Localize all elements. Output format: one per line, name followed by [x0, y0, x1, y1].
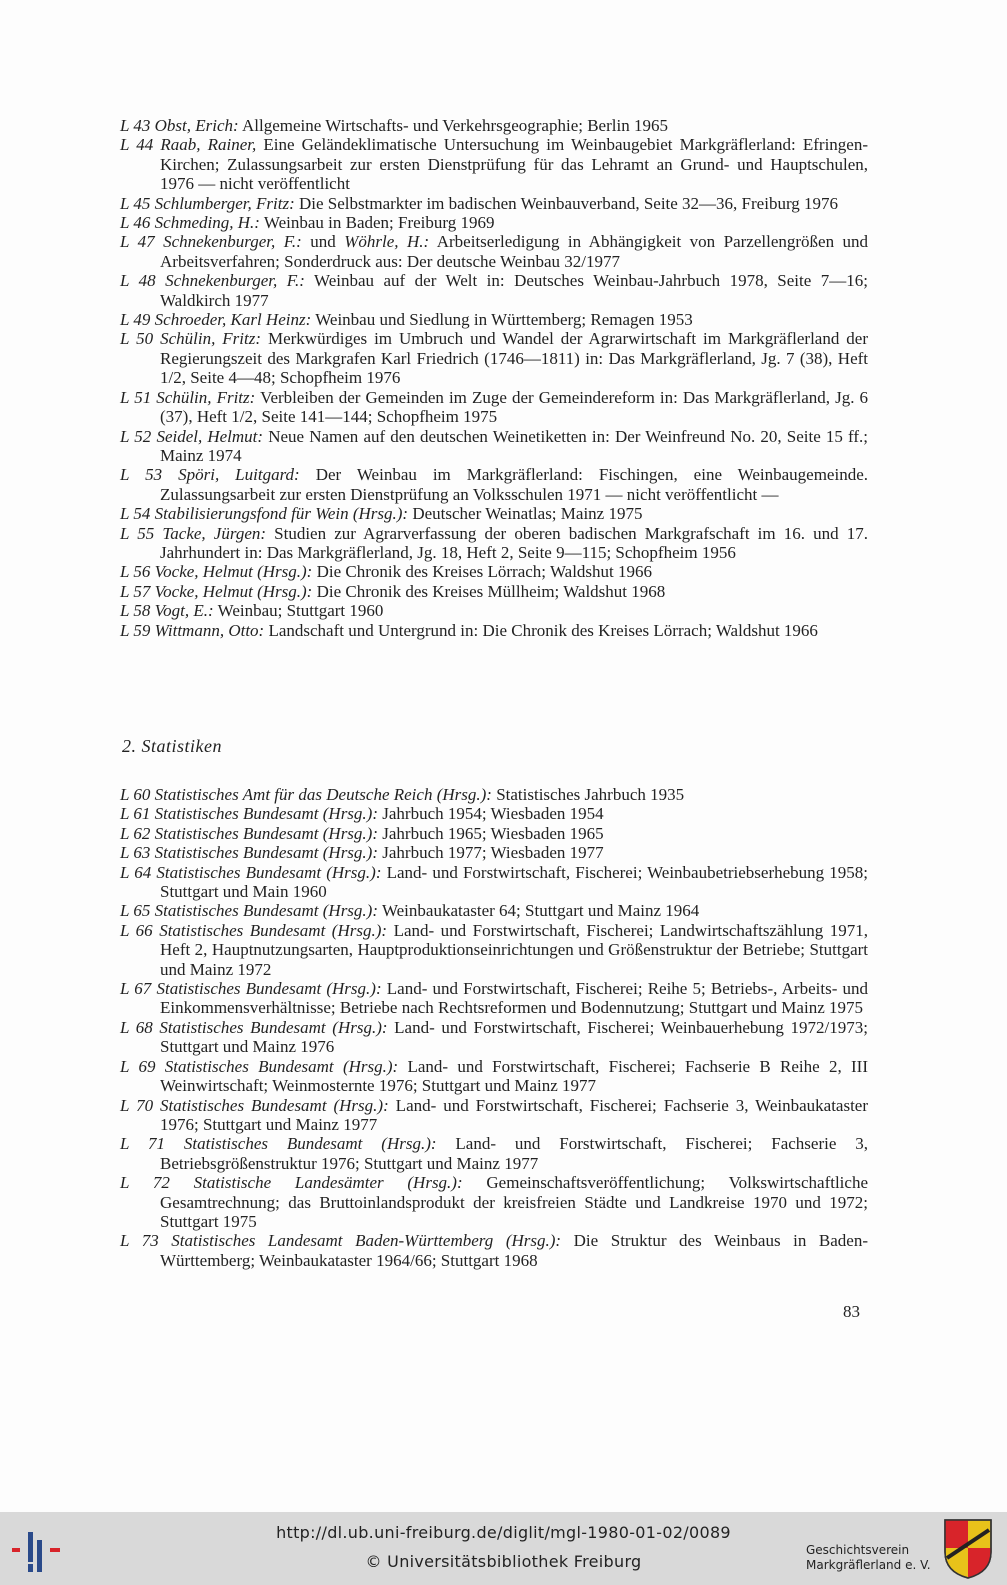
- reference-text: Neue Namen auf den deutschen Weinetiketten in: Der Weinfreund No. 20, Seite 15 ff.; Mainz 1974: [160, 426, 869, 465]
- reference-author: Statistisches Bundesamt (Hrsg.):: [156, 862, 382, 882]
- reference-author: Seidel, Helmut:: [156, 426, 264, 446]
- reference-text: Weinbau; Stuttgart 1960: [213, 601, 384, 621]
- reference-entry: [120, 213, 868, 232]
- footer-url[interactable]: http://dl.ub.uni-freiburg.de/diglit/mgl-1980-01-02/0089: [276, 1523, 731, 1542]
- reference-text: Weinbau in Baden; Freiburg 1969: [259, 213, 495, 233]
- reference-number: L 52: [120, 426, 152, 446]
- reference-author: Statistisches Bundesamt (Hrsg.):: [159, 1017, 388, 1037]
- reference-text: Der Weinbau im Markgräflerland: Fischingen, eine Weinbaugemeinde. Zulassungsarbeit zur ersten Dienstprüfung an Volksschulen 1971 — nicht veröffentlicht —: [160, 465, 868, 504]
- literature-list: [120, 116, 868, 640]
- reference-entry: [120, 863, 868, 902]
- reference-author: Statistisches Bundesamt (Hrsg.):: [154, 804, 378, 824]
- reference-number: L 58: [120, 601, 151, 621]
- reference-text: Studien zur Agrarverfassung der oberen badischen Markgrafschaft im 16. und 17. Jahrhundert in: Das Markgräflerland, Jg. 18, Heft 2, Seite 9—115; Schopfheim 1956: [160, 523, 868, 562]
- reference-number: L 67: [120, 979, 152, 999]
- reference-text: Land- und Forstwirtschaft, Fischerei; Fachserie 3, Betriebsgrößenstruktur 1976; Stuttgart und Mainz 1977: [160, 1134, 869, 1173]
- reference-number: L 66: [120, 920, 153, 940]
- reference-author: Statistisches Bundesamt (Hrsg.):: [154, 843, 378, 863]
- reference-number: L 57: [120, 581, 151, 601]
- reference-number: L 73: [120, 1231, 159, 1251]
- reference-author: Schmeding, H.:: [154, 213, 260, 233]
- reference-entry: [120, 921, 868, 979]
- reference-author: Statistisches Amt für das Deutsche Reich (Hrsg.):: [154, 785, 492, 804]
- reference-author: Statistisches Bundesamt (Hrsg.):: [156, 979, 382, 999]
- reference-text: Weinbaukataster 64; Stuttgart und Mainz 1964: [378, 901, 700, 921]
- footer-copyright: © Universitätsbibliothek Freiburg: [365, 1552, 642, 1571]
- reference-number: L 63: [120, 843, 151, 863]
- reference-number: L 53: [120, 465, 163, 485]
- reference-number: L 51: [120, 387, 152, 407]
- reference-entry: [120, 329, 868, 387]
- society-line-1: Geschichtsverein: [806, 1543, 910, 1557]
- reference-text: Weinbau auf der Welt in: Deutsches Weinbau-Jahrbuch 1978, Seite 7—16; Waldkirch 1977: [160, 271, 868, 310]
- society-line-2: Markgräflerland e. V.: [806, 1558, 931, 1572]
- reference-number: L 61: [120, 804, 151, 824]
- reference-author: Statistisches Bundesamt (Hrsg.):: [154, 823, 378, 843]
- reference-entry: [120, 504, 868, 523]
- reference-entry: [120, 524, 868, 563]
- statistics-list: [120, 785, 868, 1270]
- reference-author: Stabilisierungsfond für Wein (Hrsg.):: [154, 504, 409, 524]
- reference-author: Raab, Rainer,: [160, 135, 257, 155]
- footer-bar: [0, 1512, 1007, 1585]
- reference-number: L 70: [120, 1095, 154, 1115]
- reference-number: L 71: [120, 1134, 166, 1154]
- reference-text: Die Chronik des Kreises Lörrach; Waldshut 1966: [312, 562, 653, 582]
- footer-society: [806, 1543, 931, 1573]
- reference-entry: [120, 427, 868, 466]
- reference-text: Land- und Forstwirtschaft, Fischerei; Weinbaubetriebserhebung 1958; Stuttgart und Main 1960: [160, 862, 869, 902]
- reference-entry: [120, 1096, 868, 1135]
- reference-entry: [120, 785, 868, 804]
- reference-text: und: [301, 232, 345, 252]
- reference-number: L 72: [120, 1173, 170, 1193]
- reference-text: Gemeinschaftsveröffentlichung; Volkswirtschaftliche Gesamtrechnung; das Bruttoinlandsprodukt der kreisfreien Städte und Landkreise 1970 und 1972; Stuttgart 1975: [160, 1173, 869, 1231]
- reference-entry: [120, 601, 868, 620]
- reference-author-2: Wöhrle, H.:: [344, 232, 430, 252]
- reference-entry: [120, 621, 868, 640]
- reference-number: L 62: [120, 823, 151, 843]
- reference-author: Vogt, E.:: [154, 601, 214, 621]
- reference-author: Vocke, Helmut (Hrsg.):: [154, 581, 313, 601]
- reference-entry: [120, 979, 868, 1018]
- reference-entry: [120, 582, 868, 601]
- reference-entry: [120, 232, 868, 271]
- reference-text: Die Struktur des Weinbaus in Baden-Württemberg; Weinbaukataster 1964/66; Stuttgart 1968: [160, 1231, 869, 1270]
- reference-number: L 64: [120, 862, 152, 882]
- reference-author: Obst, Erich:: [154, 116, 239, 135]
- reference-text: Land- und Forstwirtschaft, Fischerei; Fachserie 3, Weinbaukataster 1976; Stuttgart und Mainz 1977: [160, 1095, 869, 1134]
- reference-number: L 69: [120, 1056, 156, 1076]
- reference-number: L 55: [120, 523, 155, 543]
- reference-entry: [120, 465, 868, 504]
- reference-text: Jahrbuch 1954; Wiesbaden 1954: [378, 804, 604, 824]
- reference-author: Schülin, Fritz:: [160, 329, 262, 349]
- reference-author: Vocke, Helmut (Hrsg.):: [154, 562, 313, 582]
- reference-entry: [120, 135, 868, 193]
- reference-text: Land- und Forstwirtschaft, Fischerei; Landwirtschaftszählung 1971, Heft 2, Hauptnutzungsarten, Hauptproduktionseinrichtungen und Größenstruktur der Betriebe; Stuttgart und Mainz 1972: [160, 920, 869, 979]
- reference-entry: [120, 116, 868, 135]
- page-number: 83: [843, 1302, 860, 1321]
- reference-author: Schlumberger, Fritz:: [154, 193, 295, 213]
- reference-entry: [120, 194, 868, 213]
- reference-author: Statistisches Bundesamt (Hrsg.):: [154, 901, 378, 921]
- reference-text: Jahrbuch 1977; Wiesbaden 1977: [378, 843, 604, 863]
- reference-number: L 45: [120, 193, 151, 213]
- reference-number: L 65: [120, 901, 151, 921]
- reference-text: Allgemeine Wirtschafts- und Verkehrsgeographie; Berlin 1965: [238, 116, 668, 135]
- reference-entry: [120, 1173, 868, 1231]
- reference-number: L 60: [120, 785, 151, 804]
- reference-text: Land- und Forstwirtschaft, Fischerei; Fachserie B Reihe 2, III Weinwirtschaft; Weinmosternte 1976; Stuttgart und Mainz 1977: [160, 1056, 869, 1096]
- reference-entry: [120, 1231, 868, 1270]
- reference-entry: [120, 1018, 868, 1057]
- reference-text: Die Selbstmarkter im badischen Weinbauverband, Seite 32—36, Freiburg 1976: [294, 193, 839, 213]
- reference-number: L 47: [120, 232, 155, 252]
- reference-author: Statistisches Bundesamt (Hrsg.):: [160, 1095, 389, 1115]
- reference-number: L 50: [120, 329, 154, 349]
- reference-number: L 48: [120, 271, 156, 291]
- reference-author: Statistisches Landesamt Baden-Württemberg (Hrsg.):: [171, 1231, 562, 1251]
- reference-entry: [120, 271, 868, 310]
- reference-entry: [120, 804, 868, 823]
- reference-text: Weinbau und Siedlung in Württemberg; Remagen 1953: [311, 310, 693, 330]
- reference-entry: [120, 562, 868, 581]
- reference-number: L 46: [120, 213, 151, 233]
- reference-entry: [120, 1057, 868, 1096]
- reference-author: Statistische Landesämter (Hrsg.):: [193, 1173, 463, 1193]
- reference-text: Land- und Forstwirtschaft, Fischerei; Weinbauerhebung 1972/1973; Stuttgart und Mainz 1976: [160, 1017, 869, 1057]
- reference-author: Wittmann, Otto:: [154, 620, 265, 640]
- reference-number: L 43: [120, 116, 151, 135]
- reference-number: L 49: [120, 310, 151, 330]
- reference-entry: [120, 388, 868, 427]
- reference-author: Schülin, Fritz:: [156, 387, 256, 407]
- reference-author: Schroeder, Karl Heinz:: [154, 310, 312, 330]
- reference-number: L 54: [120, 504, 151, 524]
- reference-entry: [120, 1134, 868, 1173]
- reference-text: Jahrbuch 1965; Wiesbaden 1965: [378, 823, 604, 843]
- reference-author: Schnekenburger, F.:: [165, 271, 305, 291]
- reference-text-2: Arbeitserledigung in Abhängigkeit von Parzellengrößen und Arbeitsverfahren; Sonderdruck aus: Der deutsche Weinbau 32/1977: [160, 232, 869, 271]
- reference-entry: [120, 901, 868, 920]
- reference-author: Spöri, Luitgard:: [178, 465, 300, 485]
- reference-author: Statistisches Bundesamt (Hrsg.):: [159, 920, 388, 940]
- reference-text: Deutscher Weinatlas; Mainz 1975: [408, 504, 643, 524]
- reference-text: Verbleiben der Gemeinden im Zuge der Gemeindereform in: Das Markgräflerland, Jg. 6 (37), Heft 1/2, Seite 141—144; Schopfheim 1975: [160, 387, 869, 427]
- reference-text: Die Chronik des Kreises Müllheim; Waldshut 1968: [312, 581, 666, 601]
- reference-text: Landschaft und Untergrund in: Die Chronik des Kreises Lörrach; Waldshut 1966: [264, 620, 818, 640]
- reference-text: Merkwürdiges im Umbruch und Wandel der Agrarwirtschaft im Markgräflerland der Regierungszeit des Markgrafen Karl Friedrich (1746—1811) in: Das Markgräflerland, Jg. 7 (38), Heft 1/2, Seite 4—48; Schopfheim 1976: [160, 329, 869, 388]
- reference-author: Tacke, Jürgen:: [162, 523, 267, 543]
- reference-entry: [120, 843, 868, 862]
- reference-text: Land- und Forstwirtschaft, Fischerei; Reihe 5; Betriebs-, Arbeits- und Einkommensverhältnisse; Betriebe nach Rechtsreformen und Bodennutzung; Stuttgart und Mainz 1975: [160, 979, 869, 1018]
- reference-number: L 44: [120, 135, 154, 155]
- reference-entry: [120, 310, 868, 329]
- reference-number: L 68: [120, 1017, 153, 1037]
- reference-author: Statistisches Bundesamt (Hrsg.):: [164, 1056, 399, 1076]
- reference-text: Statistisches Jahrbuch 1935: [491, 785, 685, 804]
- reference-number: L 56: [120, 562, 151, 582]
- coat-of-arms-icon: [943, 1518, 993, 1580]
- reference-entry: [120, 824, 868, 843]
- reference-text: Eine Geländeklimatische Untersuchung im Weinbaugebiet Markgräflerland: Efringen-Kirchen; Zulassungsarbeit zur ersten Dienstprüfung für das Lehramt an Grund- und Hauptschulen, 1976 — nicht veröffentlicht: [160, 135, 869, 194]
- section-heading: 2. Statistiken: [122, 736, 222, 756]
- reference-number: L 59: [120, 620, 151, 640]
- reference-author: Schnekenburger, F.:: [163, 232, 302, 252]
- reference-author: Statistisches Bundesamt (Hrsg.):: [183, 1134, 437, 1154]
